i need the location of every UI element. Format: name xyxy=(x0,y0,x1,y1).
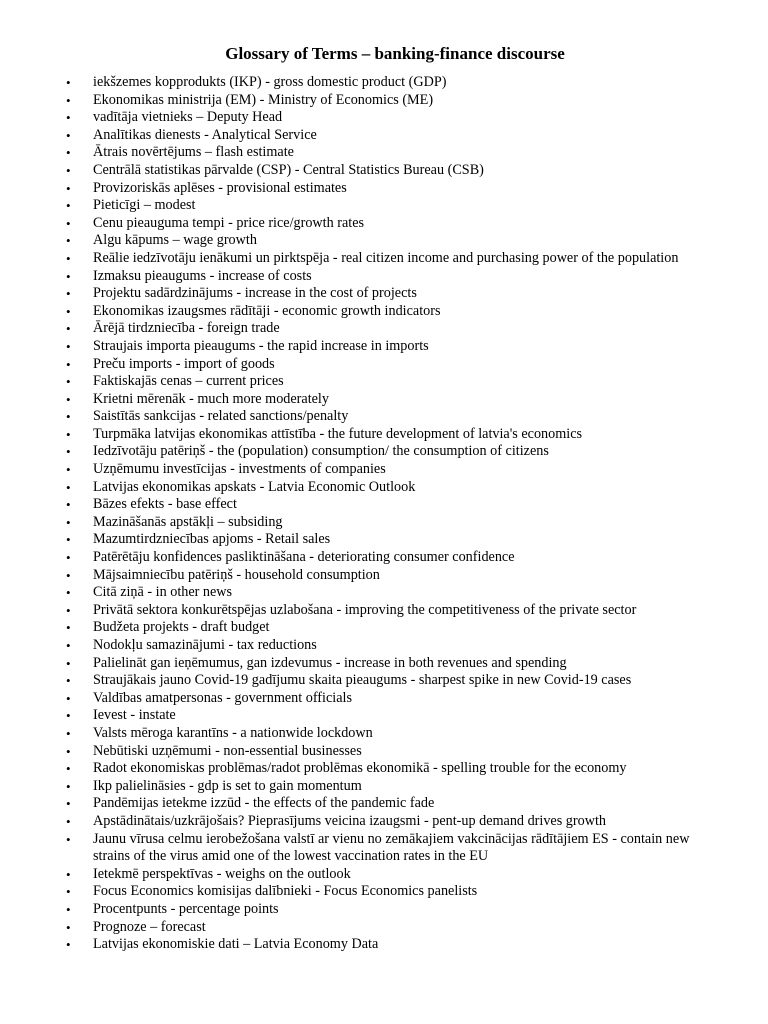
glossary-item xyxy=(0,531,703,549)
glossary-item-text: Saistītās sankcijas - related sanctions/penalty xyxy=(93,408,349,425)
bullet-icon: • xyxy=(66,215,71,231)
bullet-icon: • xyxy=(66,462,71,478)
glossary-item-text: Pieticīgi – modest xyxy=(93,197,196,214)
glossary-list xyxy=(0,74,768,954)
glossary-item-text: Focus Economics komisijas dalībnieki - Focus Economics panelists xyxy=(93,883,478,900)
glossary-item-text: Reālie iedzīvotāju ienākumi un pirktspēja - real citizen income and purchasing power of the population xyxy=(93,249,679,266)
bullet-icon: • xyxy=(66,937,71,953)
bullet-icon: • xyxy=(66,638,71,653)
glossary-item-text: Uzņēmumu investīcijas - investments of companies xyxy=(93,461,386,478)
glossary-item-text: Preču imports - import of goods xyxy=(93,355,275,372)
bullet-icon: • xyxy=(66,374,71,390)
glossary-item-text: Valsts mēroga karantīns - a nationwide lockdown xyxy=(93,724,373,741)
glossary-item xyxy=(0,919,703,937)
glossary-item xyxy=(0,619,703,637)
bullet-icon: • xyxy=(66,444,71,460)
glossary-item-text: Procentpunts - percentage points xyxy=(93,900,279,917)
glossary-item xyxy=(0,74,703,92)
glossary-item xyxy=(0,373,703,391)
bullet-icon: • xyxy=(66,532,71,548)
glossary-item xyxy=(0,901,703,919)
bullet-icon: • xyxy=(66,884,71,900)
glossary-item-text: Iedzīvotāju patēriņš - the (population) consumption/ the consumption of citizens xyxy=(93,443,549,460)
page-title: Glossary of Terms – banking-finance discourse xyxy=(225,44,565,63)
glossary-item xyxy=(0,813,703,831)
glossary-item-text: Algu kāpums – wage growth xyxy=(93,232,257,249)
glossary-item xyxy=(0,567,703,585)
glossary-item xyxy=(0,584,703,602)
glossary-item xyxy=(0,637,703,655)
glossary-item-text: Valdības amatpersonas - government officials xyxy=(93,689,352,706)
bullet-icon: • xyxy=(66,796,71,812)
glossary-item-text: Ikp palielināsies - gdp is set to gain momentum xyxy=(93,777,362,794)
glossary-item xyxy=(0,760,703,778)
glossary-item xyxy=(0,320,703,338)
bullet-icon: • xyxy=(66,233,71,249)
glossary-item xyxy=(0,180,703,198)
glossary-item-text: Mazumtirdzniecības apjoms - Retail sales xyxy=(93,531,331,548)
bullet-icon: • xyxy=(66,901,71,917)
glossary-item xyxy=(0,866,703,884)
glossary-item-text: Ārējā tirdzniecība - foreign trade xyxy=(93,320,280,337)
glossary-item xyxy=(0,338,703,356)
glossary-item xyxy=(0,443,703,461)
glossary-item xyxy=(0,303,703,321)
bullet-icon: • xyxy=(66,778,71,794)
glossary-item xyxy=(0,514,703,532)
glossary-item-text: iekšzemes kopprodukts (IKP) - gross domestic product (GDP) xyxy=(93,74,447,90)
glossary-item xyxy=(0,250,703,268)
glossary-item-text: Ievest - instate xyxy=(93,707,176,724)
glossary-item-text: Nodokļu samazinājumi - tax reductions xyxy=(93,637,317,653)
glossary-item-text: Jaunu vīrusa celmu ierobežošana valstī ar vienu no zemākajiem vakcinācijas rādītājiem ES - contain new strains of the virus amid one of the lowest vaccination rates in the EU xyxy=(93,830,690,865)
glossary-item-text: Faktiskajās cenas – current prices xyxy=(93,373,284,390)
bullet-icon: • xyxy=(66,426,71,442)
glossary-item-text: Izmaksu pieaugums - increase of costs xyxy=(93,267,312,284)
bullet-icon: • xyxy=(66,673,71,689)
glossary-item-text: Centrālā statistikas pārvalde (CSP) - Central Statistics Bureau (CSB) xyxy=(93,161,484,178)
glossary-item xyxy=(0,127,703,145)
glossary-item xyxy=(0,268,703,286)
glossary-item xyxy=(0,109,703,127)
bullet-icon: • xyxy=(66,655,71,671)
bullet-icon: • xyxy=(66,866,71,882)
glossary-item xyxy=(0,795,703,813)
glossary-item xyxy=(0,690,703,708)
bullet-icon: • xyxy=(66,198,71,214)
glossary-item xyxy=(0,144,703,162)
bullet-icon: • xyxy=(66,268,71,284)
glossary-item xyxy=(0,936,703,954)
glossary-item-text: vadītāja vietnieks – Deputy Head xyxy=(93,109,283,126)
glossary-item-text: Provizoriskās aplēses - provisional estimates xyxy=(93,179,347,196)
glossary-item-text: Straujais importa pieaugums - the rapid increase in imports xyxy=(93,337,429,354)
glossary-item-text: Mazināšanās apstākļi – subsiding xyxy=(93,513,283,530)
glossary-item-text: Cenu pieauguma tempi - price rice/growth rates xyxy=(93,214,365,231)
glossary-item xyxy=(0,883,703,901)
glossary-item-text: Ekonomikas ministrija (EM) - Ministry of Economics (ME) xyxy=(93,91,434,108)
glossary-item xyxy=(0,496,703,514)
bullet-icon: • xyxy=(66,127,71,143)
bullet-icon: • xyxy=(66,813,71,829)
glossary-item xyxy=(0,479,703,497)
glossary-item xyxy=(0,672,703,690)
glossary-item xyxy=(0,408,703,426)
bullet-icon: • xyxy=(66,620,71,636)
glossary-item xyxy=(0,285,703,303)
bullet-icon: • xyxy=(66,409,71,425)
glossary-item xyxy=(0,831,703,866)
glossary-item xyxy=(0,232,703,250)
bullet-icon: • xyxy=(66,180,71,196)
glossary-item xyxy=(0,549,703,567)
glossary-item xyxy=(0,778,703,796)
glossary-item-text: Mājsaimniecību patēriņš - household consumption xyxy=(93,566,380,583)
bullet-icon: • xyxy=(66,761,71,777)
glossary-item xyxy=(0,655,703,673)
glossary-item-text: Ātrais novērtējums – flash estimate xyxy=(93,144,294,161)
bullet-icon: • xyxy=(66,602,71,618)
bullet-icon: • xyxy=(66,919,71,935)
bullet-icon: • xyxy=(66,585,71,601)
bullet-icon: • xyxy=(66,567,71,583)
bullet-icon: • xyxy=(66,550,71,566)
bullet-icon: • xyxy=(66,743,71,759)
glossary-item-text: Radot ekonomiskas problēmas/radot problēmas ekonomikā - spelling trouble for the economy xyxy=(93,760,627,777)
bullet-icon: • xyxy=(66,338,71,354)
glossary-item-text: Latvijas ekonomiskie dati – Latvia Economy Data xyxy=(93,936,379,953)
glossary-item-text: Latvijas ekonomikas apskats - Latvia Economic Outlook xyxy=(93,478,416,495)
glossary-item-text: Ietekmē perspektīvas - weighs on the outlook xyxy=(93,865,351,882)
bullet-icon: • xyxy=(66,708,71,724)
glossary-item-text: Palielināt gan ieņēmumus, gan izdevumus - increase in both revenues and spending xyxy=(93,654,567,671)
glossary-item-text: Budžeta projekts - draft budget xyxy=(93,619,270,636)
bullet-icon: • xyxy=(66,690,71,706)
glossary-item-text: Projektu sadārdzinājums - increase in the cost of projects xyxy=(93,285,417,302)
bullet-icon: • xyxy=(66,479,71,495)
glossary-item-text: Pandēmijas ietekme izzūd - the effects of the pandemic fade xyxy=(93,795,435,812)
bullet-icon: • xyxy=(66,110,71,126)
glossary-item-text: Citā ziņā - in other news xyxy=(93,584,233,601)
glossary-item-text: Nebūtiski uzņēmumi - non-essential businesses xyxy=(93,742,362,759)
glossary-item xyxy=(0,197,703,215)
glossary-item xyxy=(0,162,703,180)
bullet-icon: • xyxy=(66,92,71,108)
glossary-item xyxy=(0,391,703,409)
bullet-icon: • xyxy=(66,497,71,513)
glossary-item xyxy=(0,92,703,110)
bullet-icon: • xyxy=(66,831,71,847)
bullet-icon: • xyxy=(66,356,71,372)
glossary-item-text: Privātā sektora konkurētspējas uzlabošana - improving the competitiveness of the private sector xyxy=(93,601,637,618)
bullet-icon: • xyxy=(66,321,71,337)
glossary-item-text: Apstādinātais/uzkrājošais? Pieprasījums veicina izaugsmi - pent-up demand drives growth xyxy=(93,812,606,829)
glossary-item xyxy=(0,356,703,374)
glossary-item-text: Prognoze – forecast xyxy=(93,918,206,935)
glossary-item-text: Bāzes efekts - base effect xyxy=(93,496,237,513)
glossary-item xyxy=(0,602,703,620)
bullet-icon: • xyxy=(66,725,71,741)
bullet-icon: • xyxy=(66,514,71,530)
glossary-item xyxy=(0,707,703,725)
glossary-item-text: Turpmāka latvijas ekonomikas attīstība - the future development of latvia's economics xyxy=(93,425,583,442)
glossary-item-text: Ekonomikas izaugsmes rādītāji - economic growth indicators xyxy=(93,302,441,319)
glossary-item xyxy=(0,725,703,743)
glossary-item xyxy=(0,743,703,761)
bullet-icon: • xyxy=(66,75,71,90)
bullet-icon: • xyxy=(66,286,71,302)
glossary-item xyxy=(0,461,703,479)
glossary-item-text: Analītikas dienests - Analytical Service xyxy=(93,126,317,143)
glossary-item-text: Krietni mērenāk - much more moderately xyxy=(93,390,329,407)
glossary-item xyxy=(0,215,703,233)
bullet-icon: • xyxy=(66,162,71,178)
bullet-icon: • xyxy=(66,250,71,266)
glossary-item xyxy=(0,426,703,444)
bullet-icon: • xyxy=(66,391,71,407)
glossary-item-text: Straujākais jauno Covid-19 gadījumu skaita pieaugums - sharpest spike in new Covid-19 cases xyxy=(93,672,632,689)
glossary-item-text: Patērētāju konfidences pasliktināšana - deteriorating consumer confidence xyxy=(93,549,515,566)
bullet-icon: • xyxy=(66,303,71,319)
bullet-icon: • xyxy=(66,145,71,161)
